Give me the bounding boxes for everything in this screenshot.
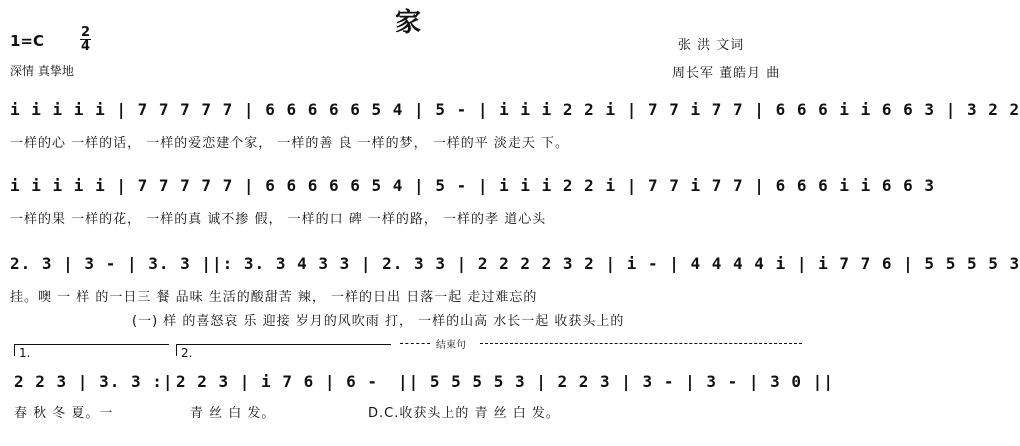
second-ending-bracket: 2. — [176, 344, 391, 356]
lyric-line-1: 一样的心 一样的话， 一样的爱恋建个家， 一样的善 良 一样的梦， 一样的平 淡走天 下。 — [10, 136, 570, 151]
lyric-line-4a: 春 秋 冬 夏。一 — [14, 406, 114, 421]
lyric-line-2: 一样的果 一样的花， 一样的真 诚不掺 假， 一样的口 碑 一样的路， 一样的孝 道心头 — [10, 212, 547, 227]
lyric-line-4b: 青 丝 白 发。 — [190, 406, 276, 421]
first-ending-bracket: 1. — [14, 344, 169, 356]
tempo-marking: 深情 真挚地 — [10, 64, 74, 78]
music-line-3: 2. 3 | 3 - | 3. 3 ||: 3. 3 4 3 3 | 2. 3 3 | 2 2 2 2 3 2 | i - | 4 4 4 4 i | i 7 7 6 | 5 5 5 5 3 — [10, 254, 1020, 273]
lyricist-credit: 张 洪 文词 — [678, 38, 745, 53]
lyric-line-3b: (一) 样 的喜怒哀 乐 迎接 岁月的风吹雨 打， 一样的山高 水长一起 收获头上的 — [132, 314, 625, 329]
song-title: 家 — [394, 8, 421, 38]
music-line-4c: || 5 5 5 5 3 | 2 2 3 | 3 - | 3 - | 3 0 || — [398, 372, 834, 391]
coda-line-left — [400, 343, 430, 344]
coda-line-right — [480, 343, 802, 344]
meter-top: 2 — [81, 25, 91, 40]
music-line-4b: 2 2 3 | i 7 6 | 6 - — [176, 372, 379, 391]
music-line-4a: 2 2 3 | 3. 3 :| — [14, 372, 174, 391]
lyric-line-4c: D.C.收获头上的 青 丝 白 发。 — [368, 406, 560, 421]
time-signature — [80, 26, 91, 53]
music-line-2: i i i i i | 7 7 7 7 7 | 6 6 6 6 6 5 4 | 5 - | i i i 2 2 i | 7 7 i 7 7 | 6 6 6 i i 6 6 3 — [10, 176, 936, 195]
meter-bottom: 4 — [81, 39, 91, 54]
lyric-line-3a: 挂。噢 一 样 的一日三 餐 品味 生活的酸甜苦 辣， 一样的日出 日落一起 走过难忘的 — [10, 290, 538, 305]
composer-credit: 周长军 董皓月 曲 — [672, 66, 781, 81]
key-signature: 1=C — [10, 32, 45, 50]
music-line-1: i i i i i | 7 7 7 7 7 | 6 6 6 6 6 5 4 | 5 - | i i i 2 2 i | 7 7 i 7 7 | 6 6 6 i i 6 6 3 | 3 2 2 — [10, 100, 1020, 119]
coda-label: 结束句 — [436, 340, 466, 351]
